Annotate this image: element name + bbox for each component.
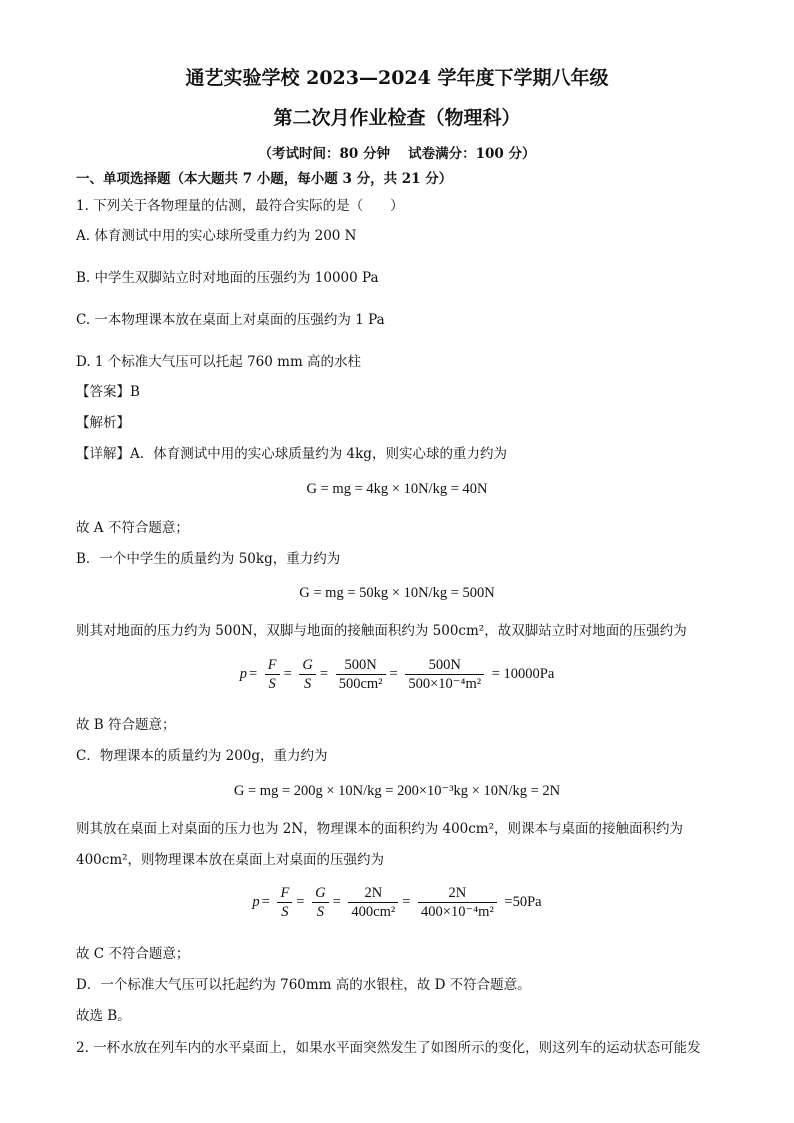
detail-a: 【详解】A．体育测试中用的实心球质量约为 4kg，则实心球的重力约为	[76, 446, 507, 462]
question-1-stem: 1. 下列关于各物理量的估测，最符合实际的是（ ）	[76, 198, 404, 214]
question-1-option-d: D. 1 个标准大气压可以托起 760 mm 高的水柱	[76, 354, 362, 370]
fb-d2: 500×10⁻⁴m²	[408, 676, 482, 692]
fb-p: p	[239, 666, 247, 682]
fc-n1: 2N	[348, 884, 398, 903]
final-choice: 故选 B。	[76, 1008, 131, 1024]
fb-n2: 500N	[405, 656, 484, 675]
conclusion-a: 故 A 不符合题意；	[76, 520, 189, 536]
equation-b: G = mg = 50kg × 10N/kg = 500N	[299, 585, 495, 601]
exam-title-line2: 第二次月作业检查（物理科）	[273, 107, 521, 129]
conclusion-c: 故 C 不符合题意；	[76, 946, 190, 962]
equation-c: G = mg = 200g × 10N/kg = 200×10⁻³kg × 10N/kg = 2N	[233, 783, 561, 799]
fc-s1: S	[281, 904, 289, 920]
analysis-label: 【解析】	[76, 415, 130, 431]
equation-a: G = mg = 4kg × 10N/kg = 40N	[306, 481, 488, 497]
detail-c3: 400cm²，则物理课本放在桌面上对桌面的压强约为	[76, 852, 385, 868]
detail-b: B．一个中学生的质量约为 50kg，重力约为	[76, 551, 341, 567]
fb-d1: 500cm²	[338, 676, 383, 692]
fc-n2: 2N	[418, 884, 497, 903]
detail-c: C．物理课本的质量约为 200g，重力约为	[76, 748, 328, 764]
section-heading: 一、单项选择题（本大题共 7 小题，每小题 3 分，共 21 分）	[76, 171, 453, 187]
fb-s2: S	[304, 676, 312, 692]
answer-label: 【答案】B	[76, 384, 140, 400]
detail-d: D．一个标准大气压可以托起约为 760mm 高的水银柱，故 D 不符合题意。	[76, 977, 531, 993]
fc-g: G	[312, 884, 328, 903]
exam-info: （考试时间：80 分钟 试卷满分：100 分）	[258, 146, 536, 162]
question-1-option-b: B. 中学生双脚站立时对地面的压强约为 10000 Pa	[76, 270, 379, 286]
detail-b2: 则其对地面的压力约为 500N，双脚与地面的接触面积约为 500cm²，故双脚站立时对地面的压强约为	[76, 623, 687, 639]
fb-f: F	[265, 656, 280, 675]
fc-d2: 400×10⁻⁴m²	[421, 904, 494, 920]
fb-g: G	[299, 656, 315, 675]
conclusion-b: 故 B 符合题意；	[76, 717, 176, 733]
question-1-option-a: A. 体育测试中用的实心球所受重力约为 200 N	[76, 228, 357, 244]
fb-result: = 10000Pa	[491, 666, 555, 682]
fb-n1: 500N	[336, 656, 386, 675]
fb-s1: S	[268, 676, 276, 692]
fc-f: F	[277, 884, 292, 903]
question-2-stem: 2. 一杯水放在列车内的水平桌面上，如果水平面突然发生了如图所示的变化，则这列车的运动状态可能发	[76, 1040, 701, 1056]
exam-title-line1: 通艺实验学校 2023—2024 学年度下学期八年级	[185, 67, 609, 89]
fc-result: =50Pa	[504, 894, 542, 910]
fraction-equation-b: p = $\frac{F}{S}$ = $\frac{G}{S}$ = $\frac{500N}{\text{500cm²}}$ = $\frac{500N}{\text{500×10⁻⁴m²}}$ = 10000Pa	[239, 657, 555, 692]
fc-s2: S	[316, 904, 324, 920]
fc-p: p	[252, 894, 260, 910]
fc-d1: 400cm²	[351, 904, 396, 920]
question-1-option-c: C. 一本物理课本放在桌面上对桌面的压强约为 1 Pa	[76, 312, 385, 328]
detail-c2: 则其放在桌面上对桌面的压力也为 2N，物理课本的面积约为 400cm²，则课本与桌面的接触面积约为	[76, 821, 684, 837]
fraction-equation-c: p = $\frac{F}{S}$ = $\frac{G}{S}$ = $\frac{2N}{\text{400cm²}}$ = $\frac{2N}{\text{400×10⁻⁴m²}}$ =50Pa	[252, 885, 542, 920]
